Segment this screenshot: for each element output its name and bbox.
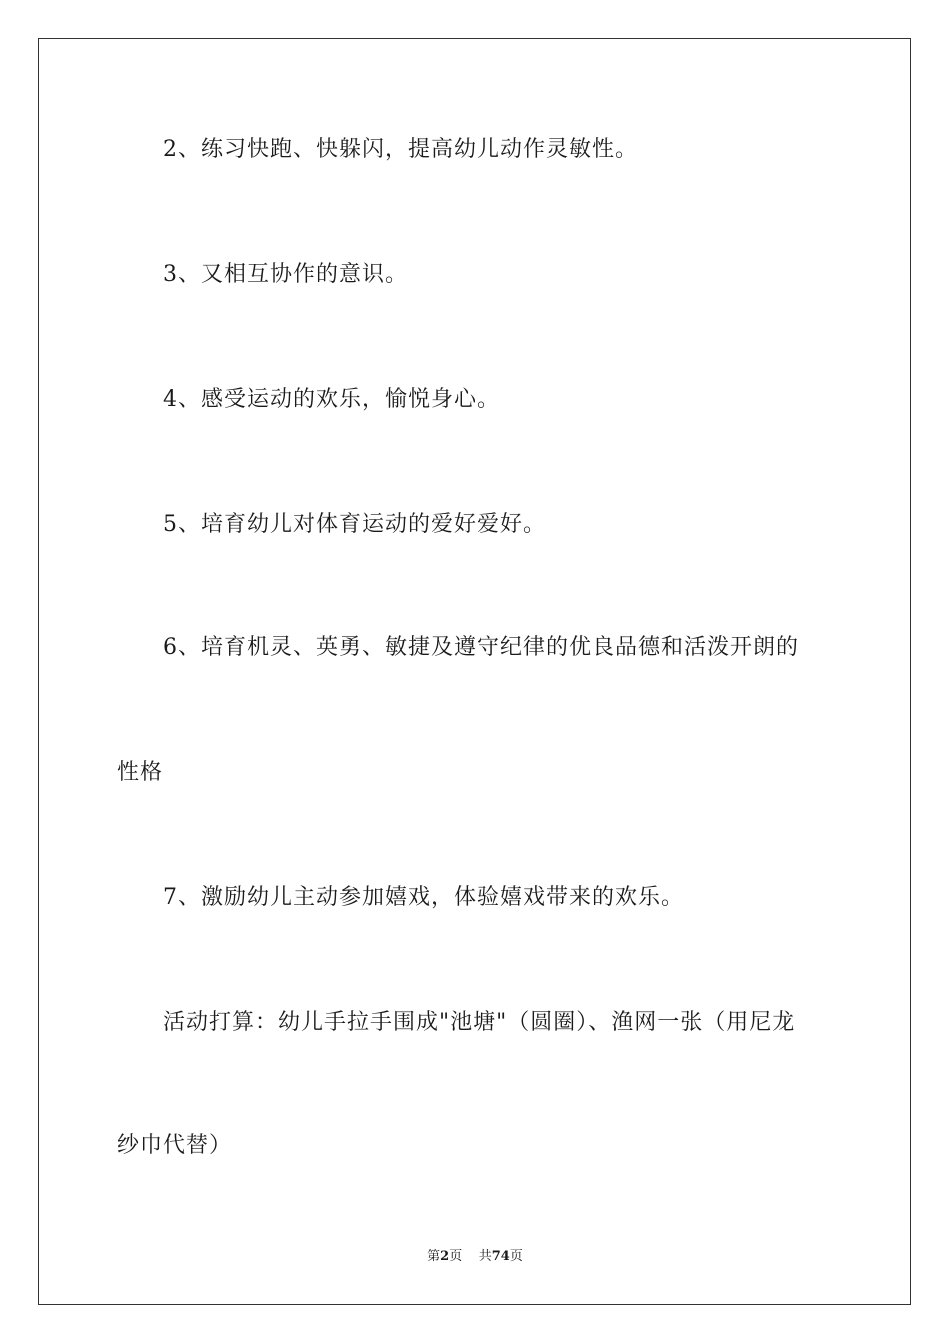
paragraph-goal-5: 5、培育幼儿对体育运动的爱好爱好。	[163, 512, 546, 537]
total-pages: 74	[491, 1249, 510, 1264]
page-footer	[0, 1249, 950, 1265]
paragraph-preparation: 活动打算：幼儿手拉手围成"池塘"（圆圈）、渔网一张（用尼龙	[163, 1010, 796, 1035]
paragraph-goal-3: 3、又相互协作的意识。	[163, 262, 408, 287]
page-border	[38, 38, 911, 1305]
paragraph-goal-7: 7、激励幼儿主动参加嬉戏，体验嬉戏带来的欢乐。	[163, 885, 684, 910]
page-number: 2	[440, 1249, 450, 1264]
total-suffix: 页	[509, 1249, 523, 1264]
page-prefix: 第	[427, 1249, 441, 1264]
paragraph-goal-6-continued: 性格	[117, 760, 164, 785]
paragraph-preparation-continued: 纱巾代替）	[117, 1133, 233, 1158]
paragraph-goal-6: 6、培育机灵、英勇、敏捷及遵守纪律的优良品德和活泼开朗的	[163, 635, 799, 660]
total-prefix: 共	[478, 1249, 492, 1264]
paragraph-goal-4: 4、感受运动的欢乐，愉悦身心。	[163, 387, 500, 412]
page-suffix: 页	[449, 1249, 463, 1264]
paragraph-goal-2: 2、练习快跑、快躲闪，提高幼儿动作灵敏性。	[163, 137, 638, 162]
